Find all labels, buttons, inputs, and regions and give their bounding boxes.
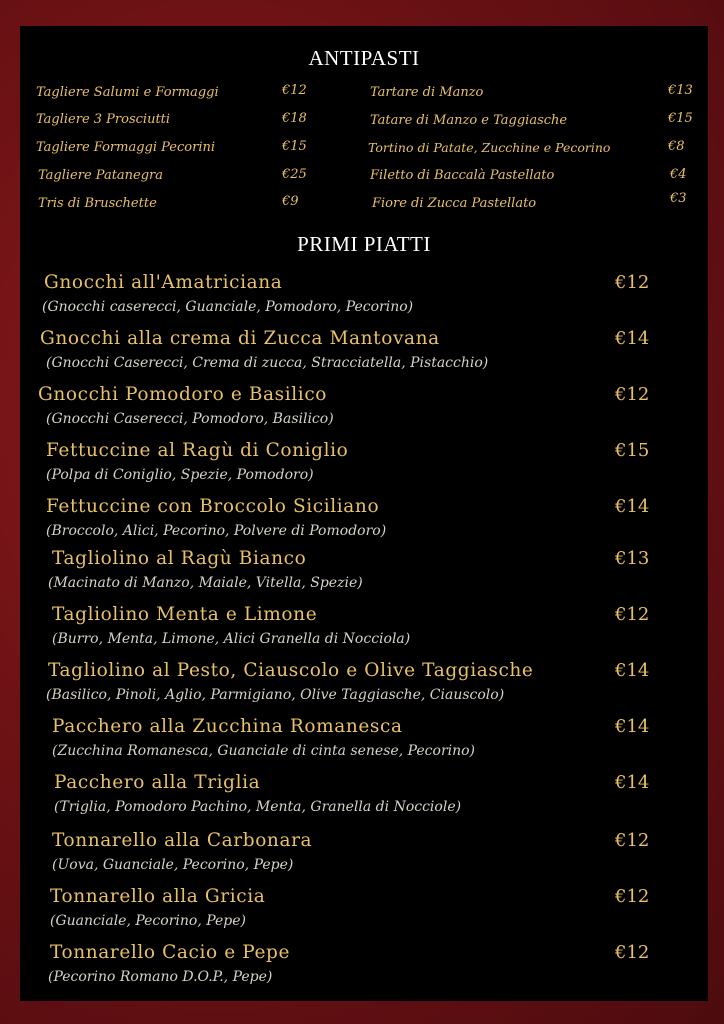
dish-price: €14 [615, 772, 650, 793]
antipasto-price: €15 [282, 139, 307, 154]
dish-name: Tagliolino Menta e Limone [52, 604, 318, 625]
antipasto-price: €18 [282, 111, 307, 126]
dish-description: (Gnocchi Caserecci, Crema di zucca, Stracciatella, Pistacchio) [46, 355, 489, 371]
antipasto-price: €8 [668, 139, 685, 154]
dish-name: Gnocchi all'Amatriciana [44, 272, 283, 293]
dish-description: (Gnocchi Caserecci, Pomodoro, Basilico) [46, 411, 334, 427]
dish-item [20, 660, 708, 716]
dish-price: €12 [615, 384, 650, 405]
dish-item [20, 886, 708, 942]
dish-description: (Polpa di Coniglio, Spezie, Pomodoro) [46, 467, 314, 483]
antipasto-name: Tagliere Formaggi Pecorini [36, 140, 216, 155]
dish-price: €12 [615, 942, 650, 963]
dish-name: Fettuccine con Broccolo Siciliano [46, 496, 380, 517]
dish-name: Pacchero alla Zucchina Romanesca [52, 716, 403, 737]
dish-name: Tagliolino al Pesto, Ciauscolo e Olive Taggiasche [48, 660, 534, 681]
dish-name: Tonnarello Cacio e Pepe [50, 942, 291, 963]
antipasto-name: Tagliere Salumi e Formaggi [36, 85, 219, 100]
antipasti-title: ANTIPASTI [308, 46, 420, 70]
antipasto-price: €15 [668, 111, 693, 126]
dish-item [20, 942, 708, 998]
antipasto-name: Tatare di Manzo e Taggiasche [370, 113, 568, 128]
dish-price: €15 [615, 440, 650, 461]
dish-price: €12 [615, 604, 650, 625]
dish-price: €14 [615, 660, 650, 681]
dish-description: (Triglia, Pomodoro Pachino, Menta, Granella di Nocciole) [54, 799, 462, 815]
dish-name: Tonnarello alla Carbonara [52, 830, 313, 851]
dish-item [20, 496, 708, 552]
dish-price: €12 [615, 886, 650, 907]
antipasto-price: €3 [670, 191, 687, 206]
antipasto-name: Tortino di Patate, Zucchine e Pecorino [368, 140, 611, 155]
dish-name: Tonnarello alla Gricia [50, 886, 266, 907]
dish-description: (Broccolo, Alici, Pecorino, Polvere di Pomodoro) [46, 523, 387, 539]
dish-item [20, 548, 708, 604]
dish-name: Fettuccine al Ragù di Coniglio [46, 440, 349, 461]
antipasto-price: €4 [670, 167, 687, 182]
dish-price: €14 [615, 328, 650, 349]
dish-description: (Macinato di Manzo, Maiale, Vitella, Spezie) [48, 575, 363, 591]
dish-name: Pacchero alla Triglia [54, 772, 261, 793]
antipasto-name: Tris di Bruschette [38, 196, 157, 211]
antipasto-name: Tagliere Patanegra [38, 168, 164, 183]
dish-item [20, 328, 708, 384]
antipasto-price: €12 [282, 83, 307, 98]
dish-description: (Guanciale, Pecorino, Pepe) [50, 913, 246, 929]
dish-description: (Basilico, Pinoli, Aglio, Parmigiano, Olive Taggiasche, Ciauscolo) [46, 687, 505, 703]
dish-description: (Uova, Guanciale, Pecorino, Pepe) [52, 857, 294, 873]
menu-panel [20, 26, 708, 1001]
dish-description: (Burro, Menta, Limone, Alici Granella di Nocciola) [52, 631, 411, 647]
dish-price: €13 [615, 548, 650, 569]
antipasto-name: Tagliere 3 Prosciutti [36, 112, 171, 127]
dish-name: Tagliolino al Ragù Bianco [52, 548, 307, 569]
dish-price: €12 [615, 830, 650, 851]
dish-description: (Gnocchi casereccі, Guanciale, Pomodoro, Pecorino) [42, 299, 414, 315]
dish-item [20, 440, 708, 496]
dish-item [20, 772, 708, 828]
antipasto-price: €9 [282, 194, 299, 209]
dish-item [20, 604, 708, 660]
dish-description: (Pecorino Romano D.O.P., Pepe) [48, 969, 273, 985]
primi-piatti-title: PRIMI PIATTI [297, 232, 431, 256]
dish-item [20, 384, 708, 440]
antipasto-name: Tartare di Manzo [370, 85, 484, 100]
dish-item [20, 716, 708, 772]
dish-item [20, 830, 708, 886]
dish-price: €14 [615, 496, 650, 517]
antipasto-price: €13 [668, 83, 693, 98]
antipasto-price: €25 [282, 167, 307, 182]
dish-description: (Zucchina Romanesca, Guanciale di cinta senese, Pecorino) [52, 743, 476, 759]
antipasto-name: Filetto di Baccalà Pastellato [370, 168, 555, 183]
dish-price: €14 [615, 716, 650, 737]
antipasto-name: Fiore di Zucca Pastellato [372, 196, 537, 211]
dish-item [20, 272, 708, 328]
dish-name: Gnocchi alla crema di Zucca Mantovana [40, 328, 440, 349]
dish-name: Gnocchi Pomodoro e Basilico [38, 384, 328, 405]
dish-price: €12 [615, 272, 650, 293]
